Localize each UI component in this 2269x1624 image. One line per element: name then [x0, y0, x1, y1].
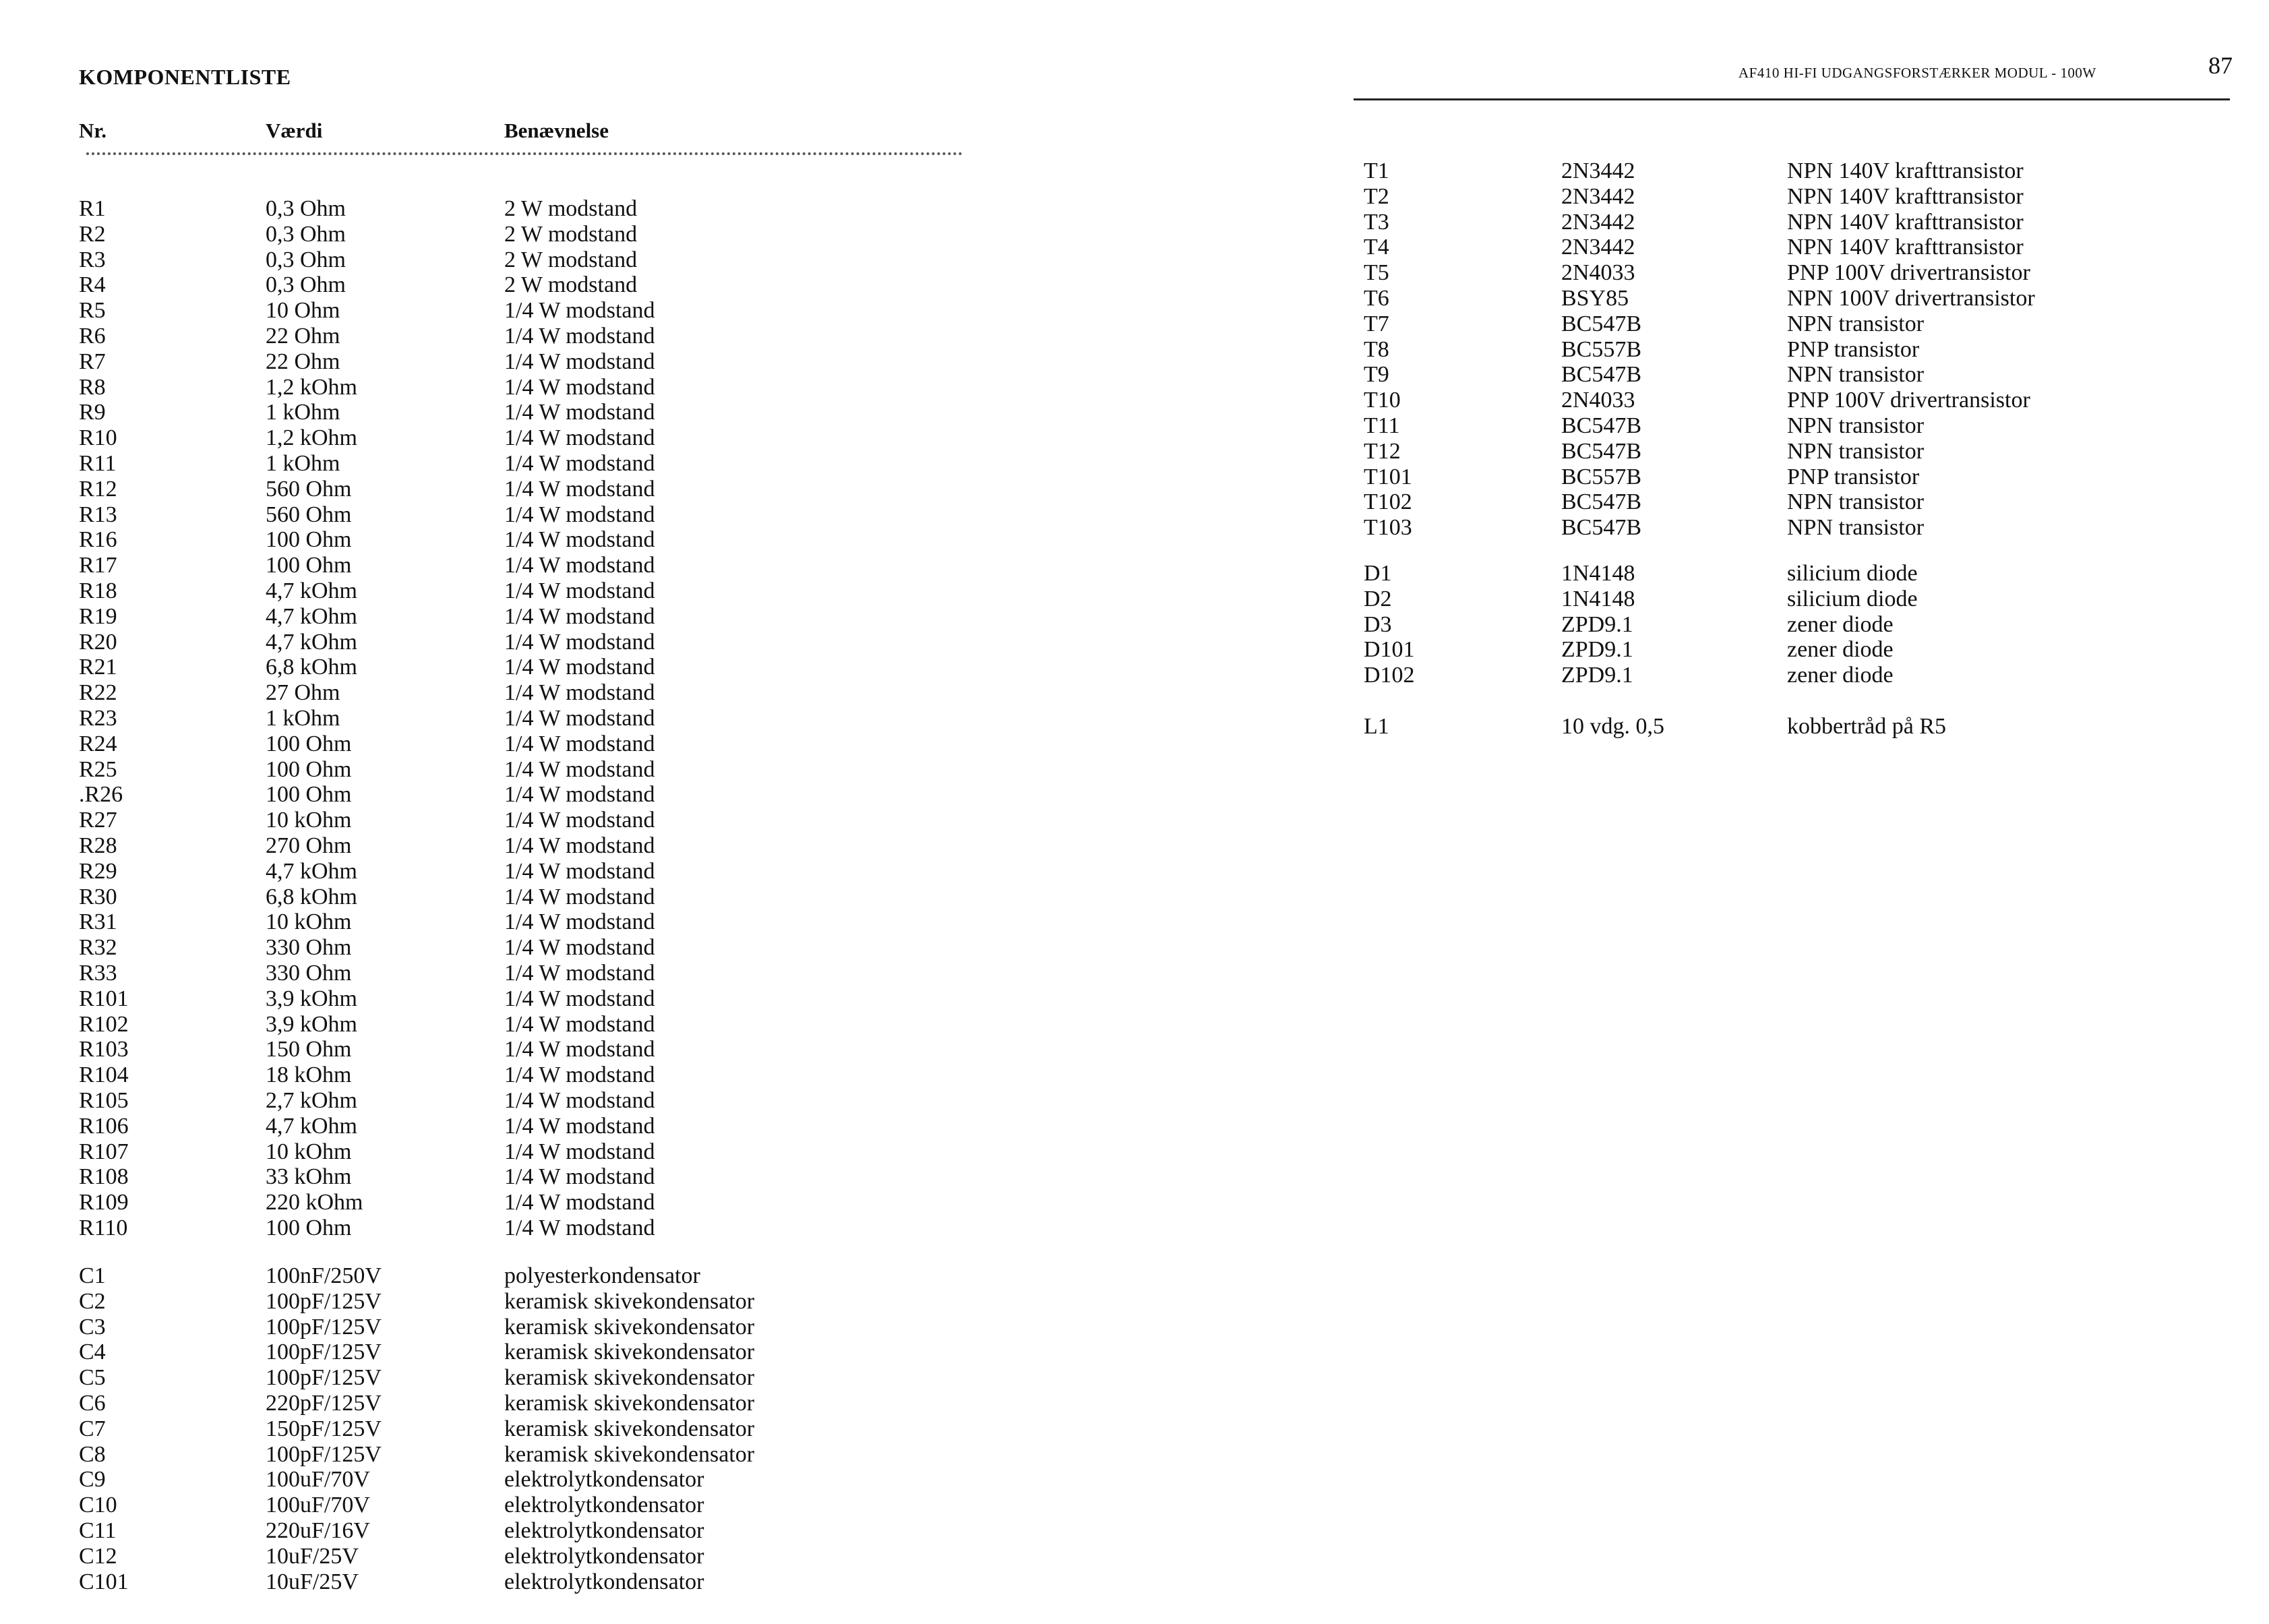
component-value: 22 Ohm — [266, 324, 340, 349]
component-ref: R101 — [79, 986, 129, 1011]
component-ref: T103 — [1364, 515, 1412, 541]
component-ref: C5 — [79, 1365, 106, 1391]
component-description: 1/4 W modstand — [504, 1164, 655, 1190]
component-ref: R32 — [79, 935, 117, 961]
component-value: 1,2 kOhm — [266, 425, 357, 451]
component-ref: R106 — [79, 1113, 129, 1139]
component-ref: D1 — [1364, 561, 1392, 586]
component-value: BC547B — [1561, 362, 1642, 388]
component-ref: T12 — [1364, 438, 1401, 464]
component-value: BC547B — [1561, 311, 1642, 336]
component-ref: T9 — [1364, 362, 1389, 388]
component-description: 1/4 W modstand — [504, 986, 655, 1011]
component-value: 220uF/16V — [266, 1518, 370, 1543]
component-ref: R28 — [79, 833, 117, 858]
component-value: BC557B — [1561, 464, 1642, 489]
component-description: elektrolytkondensator — [504, 1467, 704, 1493]
component-ref: R20 — [79, 629, 117, 655]
component-ref: T4 — [1364, 235, 1389, 260]
component-description: 1/4 W modstand — [504, 706, 655, 731]
component-value: 0,3 Ohm — [266, 196, 346, 221]
component-ref: R24 — [79, 731, 117, 756]
component-value: 100 Ohm — [266, 527, 352, 553]
component-description: 1/4 W modstand — [504, 909, 655, 935]
component-value: BC557B — [1561, 336, 1642, 362]
component-description: 1/4 W modstand — [504, 603, 655, 629]
component-value: 2N3442 — [1561, 183, 1635, 209]
component-ref: .R26 — [79, 782, 123, 808]
component-value: 3,9 kOhm — [266, 986, 357, 1011]
component-value: 2,7 kOhm — [266, 1088, 357, 1113]
component-description: 1/4 W modstand — [504, 782, 655, 808]
component-description: 1/4 W modstand — [504, 1190, 655, 1215]
component-description: zener diode — [1787, 637, 1894, 663]
component-value: 1 kOhm — [266, 451, 340, 476]
component-description: 1/4 W modstand — [504, 324, 655, 349]
component-ref: R7 — [79, 349, 106, 374]
component-ref: R8 — [79, 374, 106, 400]
component-description: 1/4 W modstand — [504, 425, 655, 451]
component-description: kobbertråd på R5 — [1787, 714, 1947, 739]
component-ref: T3 — [1364, 209, 1389, 235]
component-value: ZPD9.1 — [1561, 611, 1633, 637]
component-ref: R30 — [79, 884, 117, 909]
component-description: 1/4 W modstand — [504, 731, 655, 756]
component-ref: T2 — [1364, 183, 1389, 209]
component-ref: R105 — [79, 1088, 129, 1113]
component-description: elektrolytkondensator — [504, 1493, 704, 1518]
component-ref: C4 — [79, 1340, 106, 1365]
component-description: NPN 140V krafttransistor — [1787, 235, 2024, 260]
component-ref: R107 — [79, 1139, 129, 1164]
component-description: 1/4 W modstand — [504, 374, 655, 400]
component-value: 18 kOhm — [266, 1062, 352, 1088]
component-description: keramisk skivekondensator — [504, 1416, 755, 1441]
component-value: 2N3442 — [1561, 209, 1635, 235]
component-ref: D3 — [1364, 611, 1392, 637]
component-ref: R21 — [79, 655, 117, 680]
column-header-name: Benævnelse — [504, 119, 609, 142]
component-ref: C9 — [79, 1467, 106, 1493]
component-ref: D101 — [1364, 637, 1415, 663]
component-description: NPN transistor — [1787, 515, 1925, 541]
component-value: BC547B — [1561, 515, 1642, 541]
component-description: 1/4 W modstand — [504, 1011, 655, 1037]
component-value: 100pF/125V — [266, 1288, 382, 1314]
component-ref: R11 — [79, 451, 117, 476]
component-ref: C101 — [79, 1569, 129, 1594]
component-description: 1/4 W modstand — [504, 553, 655, 578]
component-value: 0,3 Ohm — [266, 247, 346, 272]
component-ref: R18 — [79, 578, 117, 603]
component-value: 4,7 kOhm — [266, 1113, 357, 1139]
component-ref: R109 — [79, 1190, 129, 1215]
component-ref: R13 — [79, 502, 117, 527]
component-ref: R16 — [79, 527, 117, 553]
component-ref: R4 — [79, 272, 106, 298]
component-value: 4,7 kOhm — [266, 629, 357, 655]
component-value: 10 vdg. 0,5 — [1561, 714, 1664, 739]
component-ref: T7 — [1364, 311, 1389, 336]
component-value: 10 Ohm — [266, 298, 340, 324]
component-ref: R3 — [79, 247, 106, 272]
component-value: 330 Ohm — [266, 961, 352, 986]
component-description: 1/4 W modstand — [504, 833, 655, 858]
component-value: 100nF/250V — [266, 1263, 382, 1288]
header-rule — [1354, 98, 2230, 100]
component-ref: R19 — [79, 603, 117, 629]
component-ref: R102 — [79, 1011, 129, 1037]
component-description: 1/4 W modstand — [504, 476, 655, 502]
component-description: 1/4 W modstand — [504, 349, 655, 374]
component-value: 1,2 kOhm — [266, 374, 357, 400]
component-description: 1/4 W modstand — [504, 1088, 655, 1113]
component-value: 10uF/25V — [266, 1569, 359, 1594]
component-description: PNP 100V drivertransistor — [1787, 260, 2030, 286]
component-value: 6,8 kOhm — [266, 884, 357, 909]
component-value: 100pF/125V — [266, 1365, 382, 1391]
component-value: 100pF/125V — [266, 1441, 382, 1467]
component-description: 1/4 W modstand — [504, 298, 655, 324]
component-description: zener diode — [1787, 611, 1894, 637]
component-ref: T5 — [1364, 260, 1389, 286]
component-ref: T10 — [1364, 388, 1401, 413]
component-description: 1/4 W modstand — [504, 451, 655, 476]
component-description: silicium diode — [1787, 586, 1918, 611]
component-description: 1/4 W modstand — [504, 527, 655, 553]
component-value: BC547B — [1561, 489, 1642, 515]
component-description: polyesterkondensator — [504, 1263, 700, 1288]
component-description: 1/4 W modstand — [504, 756, 655, 782]
component-description: 1/4 W modstand — [504, 400, 655, 425]
component-description: 1/4 W modstand — [504, 578, 655, 603]
component-value: 2N3442 — [1561, 158, 1635, 183]
component-value: 0,3 Ohm — [266, 272, 346, 298]
component-description: zener diode — [1787, 663, 1894, 688]
component-description: NPN transistor — [1787, 413, 1925, 438]
component-value: 22 Ohm — [266, 349, 340, 374]
component-value: 1N4148 — [1561, 586, 1635, 611]
component-ref: L1 — [1364, 714, 1389, 739]
component-description: 1/4 W modstand — [504, 1113, 655, 1139]
running-header: AF410 HI-FI UDGANGSFORSTÆRKER MODUL - 100W — [1738, 65, 2096, 81]
component-ref: T11 — [1364, 413, 1400, 438]
dotted-divider — [86, 152, 963, 155]
component-description: keramisk skivekondensator — [504, 1365, 755, 1391]
component-description: NPN transistor — [1787, 362, 1925, 388]
component-description: NPN transistor — [1787, 438, 1925, 464]
component-value: 1 kOhm — [266, 400, 340, 425]
component-description: 2 W modstand — [504, 272, 638, 298]
component-ref: R9 — [79, 400, 106, 425]
component-description: 1/4 W modstand — [504, 680, 655, 706]
component-description: NPN transistor — [1787, 489, 1925, 515]
component-description: 2 W modstand — [504, 247, 638, 272]
component-value: 10uF/25V — [266, 1543, 359, 1569]
component-ref: R104 — [79, 1062, 129, 1088]
component-value: 10 kOhm — [266, 909, 352, 935]
component-value: BSY85 — [1561, 286, 1629, 311]
component-value: BC547B — [1561, 413, 1642, 438]
component-value: 2N4033 — [1561, 260, 1635, 286]
component-description: 1/4 W modstand — [504, 1062, 655, 1088]
component-ref: R31 — [79, 909, 117, 935]
component-ref: R25 — [79, 756, 117, 782]
left-page — [0, 0, 1134, 1624]
component-value: 10 kOhm — [266, 808, 352, 833]
component-description: 2 W modstand — [504, 196, 638, 221]
component-ref: T8 — [1364, 336, 1389, 362]
component-ref: C8 — [79, 1441, 106, 1467]
component-description: NPN 140V krafttransistor — [1787, 158, 2024, 183]
component-ref: R103 — [79, 1037, 129, 1062]
component-value: 1N4148 — [1561, 561, 1635, 586]
component-ref: R22 — [79, 680, 117, 706]
component-description: elektrolytkondensator — [504, 1518, 704, 1543]
component-value: 220pF/125V — [266, 1391, 382, 1416]
component-value: 100uF/70V — [266, 1493, 370, 1518]
component-ref: R5 — [79, 298, 106, 324]
component-ref: D2 — [1364, 586, 1392, 611]
component-ref: T102 — [1364, 489, 1412, 515]
component-value: 3,9 kOhm — [266, 1011, 357, 1037]
component-value: ZPD9.1 — [1561, 637, 1633, 663]
component-value: 560 Ohm — [266, 502, 352, 527]
component-ref: R23 — [79, 706, 117, 731]
page-number: 87 — [2208, 52, 2233, 79]
component-value: ZPD9.1 — [1561, 663, 1633, 688]
component-description: 1/4 W modstand — [504, 808, 655, 833]
page-title: KOMPONENTLISTE — [79, 65, 291, 89]
component-description: keramisk skivekondensator — [504, 1340, 755, 1365]
component-description: PNP 100V drivertransistor — [1787, 388, 2030, 413]
component-ref: T101 — [1364, 464, 1412, 489]
component-value: 33 kOhm — [266, 1164, 352, 1190]
component-value: 150pF/125V — [266, 1416, 382, 1441]
component-description: 1/4 W modstand — [504, 961, 655, 986]
component-description: keramisk skivekondensator — [504, 1288, 755, 1314]
component-ref: R33 — [79, 961, 117, 986]
component-value: 4,7 kOhm — [266, 578, 357, 603]
component-description: 1/4 W modstand — [504, 1215, 655, 1240]
component-ref: T1 — [1364, 158, 1389, 183]
component-description: elektrolytkondensator — [504, 1543, 704, 1569]
component-ref: C7 — [79, 1416, 106, 1441]
component-value: 330 Ohm — [266, 935, 352, 961]
component-ref: C12 — [79, 1543, 117, 1569]
component-description: NPN 140V krafttransistor — [1787, 209, 2024, 235]
component-value: 4,7 kOhm — [266, 603, 357, 629]
component-value: 560 Ohm — [266, 476, 352, 502]
component-description: 1/4 W modstand — [504, 629, 655, 655]
component-description: keramisk skivekondensator — [504, 1391, 755, 1416]
component-description: silicium diode — [1787, 561, 1918, 586]
component-description: 1/4 W modstand — [504, 935, 655, 961]
right-page — [1134, 0, 2269, 1624]
component-description: 1/4 W modstand — [504, 858, 655, 884]
component-ref: R29 — [79, 858, 117, 884]
component-value: 150 Ohm — [266, 1037, 352, 1062]
component-ref: R1 — [79, 196, 106, 221]
component-description: NPN 140V krafttransistor — [1787, 183, 2024, 209]
component-ref: R27 — [79, 808, 117, 833]
component-value: 220 kOhm — [266, 1190, 363, 1215]
component-ref: R110 — [79, 1215, 128, 1240]
component-description: NPN 100V drivertransistor — [1787, 286, 2035, 311]
component-value: 6,8 kOhm — [266, 655, 357, 680]
component-value: 10 kOhm — [266, 1139, 352, 1164]
component-ref: C1 — [79, 1263, 106, 1288]
component-value: 2N3442 — [1561, 235, 1635, 260]
component-description: 1/4 W modstand — [504, 655, 655, 680]
component-description: keramisk skivekondensator — [504, 1441, 755, 1467]
component-ref: R12 — [79, 476, 117, 502]
column-header-value: Værdi — [266, 119, 323, 142]
component-value: 2N4033 — [1561, 388, 1635, 413]
component-ref: C6 — [79, 1391, 106, 1416]
component-ref: C2 — [79, 1288, 106, 1314]
component-ref: R17 — [79, 553, 117, 578]
component-value: 100 Ohm — [266, 1215, 352, 1240]
component-value: 100 Ohm — [266, 731, 352, 756]
component-value: 270 Ohm — [266, 833, 352, 858]
component-ref: R108 — [79, 1164, 129, 1190]
component-value: BC547B — [1561, 438, 1642, 464]
component-description: PNP transistor — [1787, 464, 1920, 489]
component-value: 4,7 kOhm — [266, 858, 357, 884]
component-ref: R6 — [79, 324, 106, 349]
component-description: NPN transistor — [1787, 311, 1925, 336]
component-value: 1 kOhm — [266, 706, 340, 731]
component-value: 100 Ohm — [266, 756, 352, 782]
component-ref: R2 — [79, 221, 106, 247]
component-ref: D102 — [1364, 663, 1415, 688]
component-value: 100pF/125V — [266, 1340, 382, 1365]
component-description: keramisk skivekondensator — [504, 1314, 755, 1340]
component-ref: C3 — [79, 1314, 106, 1340]
component-ref: T6 — [1364, 286, 1389, 311]
component-description: 1/4 W modstand — [504, 884, 655, 909]
component-description: PNP transistor — [1787, 336, 1920, 362]
component-value: 100uF/70V — [266, 1467, 370, 1493]
component-description: 1/4 W modstand — [504, 1037, 655, 1062]
component-description: 2 W modstand — [504, 221, 638, 247]
component-description: 1/4 W modstand — [504, 502, 655, 527]
component-description: 1/4 W modstand — [504, 1139, 655, 1164]
component-ref: R10 — [79, 425, 117, 451]
component-value: 100 Ohm — [266, 553, 352, 578]
component-ref: C10 — [79, 1493, 117, 1518]
component-value: 100 Ohm — [266, 782, 352, 808]
column-header-nr: Nr. — [79, 119, 107, 142]
component-ref: C11 — [79, 1518, 117, 1543]
component-value: 0,3 Ohm — [266, 221, 346, 247]
component-value: 27 Ohm — [266, 680, 340, 706]
component-value: 100pF/125V — [266, 1314, 382, 1340]
component-description: elektrolytkondensator — [504, 1569, 704, 1594]
